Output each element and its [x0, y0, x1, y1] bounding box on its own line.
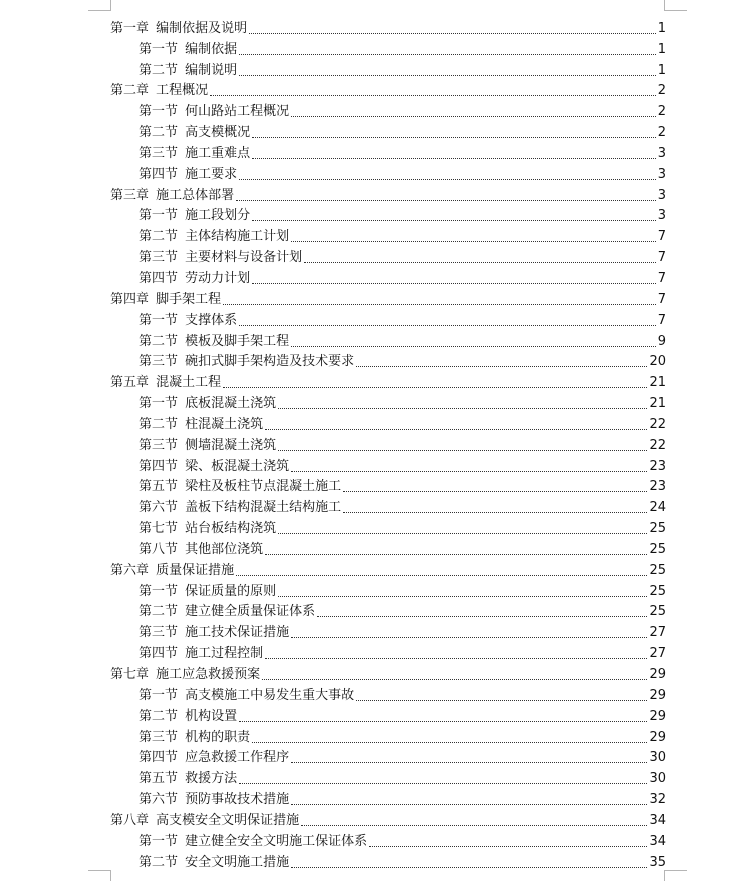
toc-entry-number: 第四章: [110, 291, 150, 307]
toc-entry-title: 柱混凝土浇筑: [185, 416, 264, 432]
toc-entry-title: 保证质量的原则: [185, 583, 277, 599]
page-corner-mark-bottom-left: [88, 870, 111, 881]
toc-chapter-entry[interactable]: [110, 183, 666, 204]
toc-entry-title: 施工总体部署: [156, 187, 235, 203]
toc-dot-leader: [252, 282, 656, 284]
toc-entry-number: 第四节: [139, 166, 179, 182]
toc-section-entry[interactable]: [110, 787, 666, 808]
toc-entry-number: 第五章: [110, 375, 150, 391]
toc-entry-title: 高支模安全文明保证措施: [156, 812, 300, 828]
toc-entry-number: 第六节: [139, 500, 179, 516]
toc-entry-number: 第四节: [139, 458, 179, 474]
toc-section-entry[interactable]: [110, 766, 666, 787]
toc-section-entry[interactable]: [110, 37, 666, 58]
toc-page-number: 29: [649, 708, 666, 724]
toc-entry-title: 模板及脚手架工程: [185, 333, 290, 349]
toc-entry-title: 机构设置: [185, 708, 238, 724]
toc-entry-title: 主体结构施工计划: [185, 229, 290, 245]
toc-page-number: 29: [649, 687, 666, 703]
toc-dot-leader: [301, 824, 647, 826]
toc-dot-leader: [291, 115, 656, 117]
toc-page-number: 25: [649, 521, 666, 537]
toc-entry-title: 施工要求: [185, 166, 238, 182]
toc-entry-number: 第二节: [139, 416, 179, 432]
toc-section-entry[interactable]: [110, 224, 666, 245]
toc-entry-title: 编制说明: [185, 62, 238, 78]
toc-entry-title: 建立健全质量保证体系: [185, 604, 316, 620]
toc-entry-number: 第六章: [110, 562, 150, 578]
toc-entry-title: 工程概况: [156, 83, 209, 99]
toc-page-number: 2: [657, 83, 666, 99]
toc-dot-leader: [265, 428, 647, 430]
toc-entry-title: 高支模施工中易发生重大事故: [185, 687, 355, 703]
toc-entry-title: 质量保证措施: [156, 562, 235, 578]
toc-chapter-entry[interactable]: [110, 287, 666, 308]
toc-page-number: 3: [657, 145, 666, 161]
toc-page-number: 1: [657, 20, 666, 36]
toc-entry-number: 第四节: [139, 750, 179, 766]
toc-dot-leader: [265, 657, 647, 659]
toc-entry-title: 高支模概况: [185, 125, 251, 141]
toc-entry-number: 第二节: [139, 62, 179, 78]
toc-page-number: 9: [657, 333, 666, 349]
toc-entry-title: 梁、板混凝土浇筑: [185, 458, 290, 474]
toc-entry-title: 救援方法: [185, 771, 238, 787]
toc-chapter-entry[interactable]: [110, 662, 666, 683]
toc-dot-leader: [252, 219, 656, 221]
toc-entry-number: 第一节: [139, 687, 179, 703]
toc-dot-leader: [239, 324, 656, 326]
toc-dot-leader: [343, 490, 647, 492]
toc-dot-leader: [252, 136, 656, 138]
toc-dot-leader: [236, 574, 647, 576]
toc-entry-number: 第三节: [139, 250, 179, 266]
toc-section-entry[interactable]: [110, 704, 666, 725]
toc-entry-number: 第三节: [139, 625, 179, 641]
toc-entry-number: 第二节: [139, 854, 179, 870]
toc-page-number: 7: [657, 291, 666, 307]
toc-entry-number: 第八节: [139, 541, 179, 557]
toc-entry-title: 预防事故技术措施: [185, 792, 290, 808]
toc-entry-number: 第一节: [139, 833, 179, 849]
toc-dot-leader: [239, 74, 656, 76]
toc-page-number: 22: [649, 437, 666, 453]
toc-entry-title: 其他部位浇筑: [185, 541, 264, 557]
toc-dot-leader: [291, 240, 656, 242]
toc-section-entry[interactable]: [110, 620, 666, 641]
toc-page-number: 29: [649, 729, 666, 745]
page-corner-mark-top-left: [88, 0, 111, 11]
toc-entry-title: 支撑体系: [185, 312, 238, 328]
toc-section-entry[interactable]: [110, 58, 666, 79]
toc-section-entry[interactable]: [110, 245, 666, 266]
toc-entry-number: 第四节: [139, 270, 179, 286]
toc-section-entry[interactable]: [110, 329, 666, 350]
toc-dot-leader: [304, 261, 656, 263]
toc-page-number: 29: [649, 667, 666, 682]
toc-chapter-entry[interactable]: [110, 370, 666, 391]
toc-dot-leader: [291, 761, 647, 763]
toc-section-entry[interactable]: [110, 579, 666, 600]
page-corner-mark-bottom-right: [664, 870, 687, 881]
toc-page-number: 30: [649, 750, 666, 766]
toc-entry-title: 底板混凝土浇筑: [185, 396, 277, 412]
toc-entry-number: 第三节: [139, 729, 179, 745]
toc-page-number: 21: [649, 396, 666, 412]
toc-entry-number: 第三节: [139, 437, 179, 453]
toc-dot-leader: [239, 782, 647, 784]
toc-section-entry[interactable]: [110, 391, 666, 412]
toc-dot-leader: [278, 449, 647, 451]
toc-section-entry[interactable]: [110, 516, 666, 537]
toc-entry-title: 脚手架工程: [156, 291, 222, 307]
toc-entry-title: 劳动力计划: [185, 270, 251, 286]
toc-dot-leader: [278, 532, 647, 534]
toc-dot-leader: [236, 199, 656, 201]
toc-section-entry[interactable]: [110, 683, 666, 704]
toc-section-entry[interactable]: [110, 99, 666, 120]
toc-entry-number: 第三章: [110, 187, 150, 203]
toc-dot-leader: [291, 470, 647, 472]
toc-entry-number: 第三节: [139, 354, 179, 370]
toc-page-number: 23: [649, 479, 666, 495]
toc-chapter-entry[interactable]: [110, 558, 666, 579]
toc-dot-leader: [278, 407, 647, 409]
toc-page-number: 7: [657, 229, 666, 245]
toc-section-entry[interactable]: [110, 162, 666, 183]
toc-section-entry[interactable]: [110, 475, 666, 496]
toc-entry-number: 第二节: [139, 604, 179, 620]
toc-section-entry[interactable]: [110, 204, 666, 225]
toc-section-entry[interactable]: [110, 266, 666, 287]
toc-page-number: 25: [649, 583, 666, 599]
toc-page-number: 3: [657, 208, 666, 224]
toc-entry-title: 主要材料与设备计划: [185, 250, 303, 266]
toc-entry-number: 第八章: [110, 812, 150, 828]
toc-entry-number: 第一节: [139, 41, 179, 57]
toc-dot-leader: [252, 741, 647, 743]
toc-section-entry[interactable]: [110, 412, 666, 433]
toc-dot-leader: [239, 720, 647, 722]
toc-page-number: 2: [657, 125, 666, 141]
toc-entry-number: 第一节: [139, 208, 179, 224]
toc-entry-number: 第二节: [139, 229, 179, 245]
toc-entry-title: 侧墙混凝土浇筑: [185, 437, 277, 453]
toc-page-number: 27: [649, 625, 666, 641]
toc-chapter-entry[interactable]: [110, 79, 666, 100]
toc-page-number: 2: [657, 104, 666, 120]
toc-page-number: 1: [657, 62, 666, 78]
toc-dot-leader: [265, 553, 647, 555]
toc-entry-number: 第一节: [139, 104, 179, 120]
toc-dot-leader: [291, 803, 647, 805]
toc-page-number: 34: [649, 833, 666, 849]
toc-dot-leader: [239, 178, 656, 180]
toc-dot-leader: [369, 845, 647, 847]
toc-page-number: 25: [649, 541, 666, 557]
toc-dot-leader: [343, 511, 647, 513]
toc-page-number: 25: [649, 604, 666, 620]
toc-entry-title: 何山路站工程概况: [185, 104, 290, 120]
toc-entry-title: 梁柱及板柱节点混凝土施工: [185, 479, 342, 495]
toc-dot-leader: [262, 678, 647, 680]
toc-dot-leader: [291, 636, 647, 638]
toc-page-number: 21: [649, 375, 666, 391]
toc-entry-number: 第五节: [139, 771, 179, 787]
toc-section-entry[interactable]: [110, 537, 666, 558]
toc-section-entry[interactable]: [110, 120, 666, 141]
toc-entry-number: 第一章: [110, 20, 150, 36]
toc-page-number: 23: [649, 458, 666, 474]
toc-page-number: 20: [649, 354, 666, 370]
page-corner-mark-top-right: [664, 0, 687, 11]
toc-page-number: 25: [649, 562, 666, 578]
toc-entry-number: 第一节: [139, 583, 179, 599]
toc-section-entry[interactable]: [110, 433, 666, 454]
toc-page-number: 34: [649, 812, 666, 828]
toc-entry-number: 第六节: [139, 792, 179, 808]
toc-entry-number: 第一节: [139, 396, 179, 412]
toc-dot-leader: [252, 157, 656, 159]
toc-entry-title: 施工重难点: [185, 145, 251, 161]
toc-entry-title: 应急救援工作程序: [185, 750, 290, 766]
toc-dot-leader: [291, 866, 647, 868]
toc-chapter-entry[interactable]: [110, 808, 666, 829]
toc-entry-number: 第七章: [110, 667, 150, 682]
toc-section-entry[interactable]: [110, 454, 666, 475]
toc-entry-title: 机构的职责: [185, 729, 251, 745]
toc-dot-leader: [239, 53, 656, 55]
toc-entry-title: 施工段划分: [185, 208, 251, 224]
toc-entry-title: 建立健全安全文明施工保证体系: [185, 833, 368, 849]
toc-entry-number: 第四节: [139, 646, 179, 662]
toc-entry-title: 安全文明施工措施: [185, 854, 290, 870]
toc-entry-number: 第五节: [139, 479, 179, 495]
toc-dot-leader: [278, 595, 647, 597]
toc-section-entry[interactable]: [110, 829, 666, 850]
toc-dot-leader: [249, 32, 656, 34]
toc-section-entry[interactable]: [110, 600, 666, 621]
toc-section-entry[interactable]: [110, 725, 666, 746]
toc-page-number: 32: [649, 792, 666, 808]
toc-page-number: 22: [649, 416, 666, 432]
toc-dot-leader: [223, 386, 647, 388]
toc-page-number: 7: [657, 270, 666, 286]
toc-entry-number: 第七节: [139, 521, 179, 537]
toc-section-entry[interactable]: [110, 141, 666, 162]
toc-entry-number: 第二章: [110, 83, 150, 99]
toc-entry-number: 第一节: [139, 312, 179, 328]
toc-dot-leader: [317, 615, 647, 617]
toc-section-entry[interactable]: [110, 495, 666, 516]
toc-page-number: 1: [657, 41, 666, 57]
toc-entry-title: 施工过程控制: [185, 646, 264, 662]
toc-entry-title: 盖板下结构混凝土结构施工: [185, 500, 342, 516]
toc-page-number: 7: [657, 250, 666, 266]
toc-entry-title: 编制依据及说明: [156, 20, 248, 36]
toc-entry-title: 施工应急救援预案: [156, 667, 261, 682]
toc-page-number: 27: [649, 646, 666, 662]
table-of-contents: [110, 16, 666, 871]
toc-entry-number: 第二节: [139, 708, 179, 724]
toc-entry-title: 站台板结构浇筑: [185, 521, 277, 537]
toc-dot-leader: [356, 699, 647, 701]
toc-chapter-entry[interactable]: [110, 16, 666, 37]
toc-section-entry[interactable]: [110, 746, 666, 767]
toc-entry-number: 第二节: [139, 333, 179, 349]
toc-entry-title: 混凝土工程: [156, 375, 222, 391]
toc-section-entry[interactable]: [110, 850, 666, 871]
toc-section-entry[interactable]: [110, 308, 666, 329]
toc-entry-title: 编制依据: [185, 41, 238, 57]
toc-section-entry[interactable]: [110, 350, 666, 371]
toc-page-number: 3: [657, 187, 666, 203]
toc-page-number: 3: [657, 166, 666, 182]
toc-entry-title: 施工技术保证措施: [185, 625, 290, 641]
toc-dot-leader: [291, 345, 656, 347]
toc-page-number: 35: [649, 854, 666, 870]
toc-entry-number: 第三节: [139, 145, 179, 161]
toc-dot-leader: [210, 94, 656, 96]
toc-page-number: 30: [649, 771, 666, 787]
toc-entry-number: 第二节: [139, 125, 179, 141]
toc-page-number: 24: [649, 500, 666, 516]
toc-page-number: 7: [657, 312, 666, 328]
toc-section-entry[interactable]: [110, 641, 666, 662]
toc-entry-title: 碗扣式脚手架构造及技术要求: [185, 354, 355, 370]
toc-dot-leader: [356, 365, 647, 367]
toc-dot-leader: [223, 303, 656, 305]
